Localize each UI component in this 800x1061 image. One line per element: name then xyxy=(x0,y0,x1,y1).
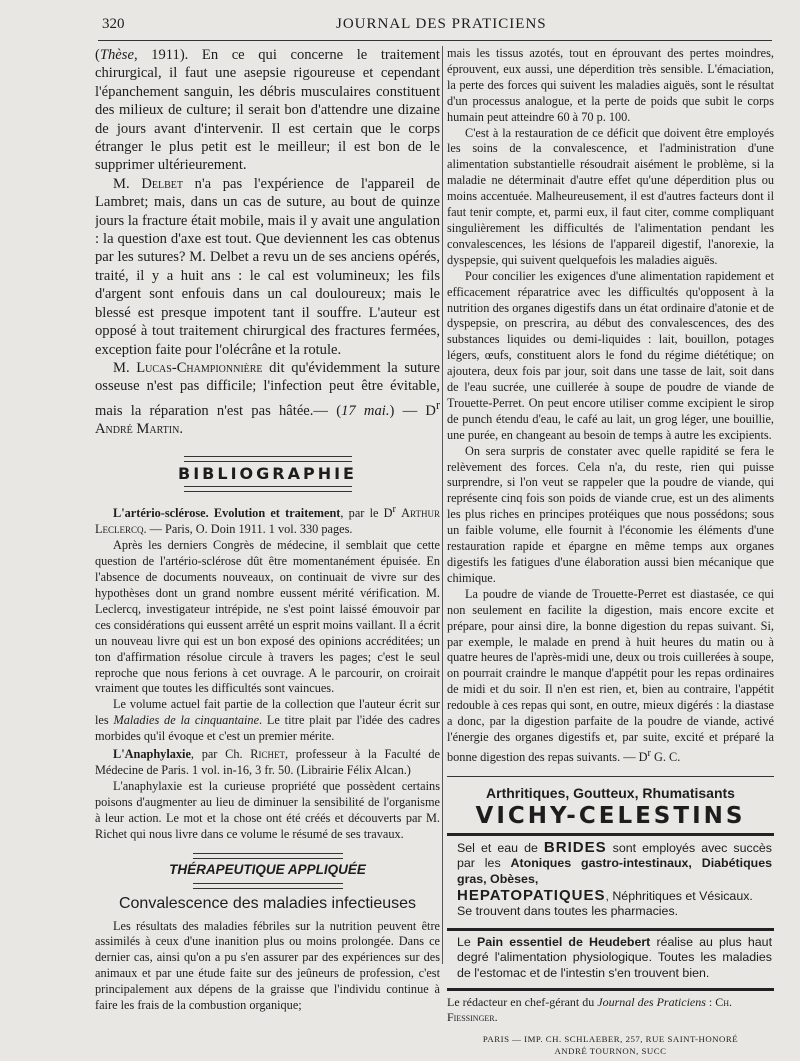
review-paragraph: Le volume actuel fait partie de la collection que l'auteur écrit sur les Maladies de la cinquantaine. Le titre plait par l'idée des cadres morbides qu'il évoque et c'est un premier mérite. xyxy=(95,697,440,744)
page-header xyxy=(0,0,800,40)
paragraph-suture: (Thèse, 1911). En ce qui concerne le traitement chirurgical, il faut une asepsie rigoureuse et cependant l'épanchement sanguin, les débris musculaires constituent des milieux de culture; il serait bon d'attendre une dizaine de jours avant d'intervenir. Il est certain que le corps étranger le plus petit est le meilleur; il est bon de le supprimer ultérieurement. xyxy=(95,47,440,174)
column-divider xyxy=(442,46,443,964)
ad-separator xyxy=(447,776,774,777)
journal-title: JOURNAL DES PRATICIENS xyxy=(336,16,547,32)
page-number: 320 xyxy=(102,16,125,32)
right-column xyxy=(447,46,774,1057)
signature: G. C. xyxy=(650,749,681,764)
ad-separator xyxy=(447,833,774,836)
author-name: Lucas-Championnière xyxy=(136,359,263,376)
book-title: L'Anaphylaxie xyxy=(113,747,191,762)
review-paragraph: Après les derniers Congrès de médecine, il semblait que cette question de l'artério-sclérose dût être momentanément épuisée. En l'absence de documents nouveaux, on continuait de vivre sur des hypothèses dont un grand nombre eussent mérité vérification. M. Leclercq, investigateur intrépide, ne s'est point laissé émouvoir par ces considérations qui eussent arrêté un esprit moins vaillant. Il a écrit un nouveau livre qui est un bon exposé des opinions accréditées; un ton d'affirmation résolue circule à travers les pages; c'est le seul reproche que nous ferions à cet ouvrage. A le parcourir, on croirait vraiment que toutes les difficultés sont vaincues. xyxy=(95,538,440,696)
article-paragraph: Pour concilier les exigences d'une alimentation rapidement et efficacement réparatrice avec les difficultés qu'opposent à la nutrition des organes digestifs dans un état ordinaire d'atonie et de dyspepsie, on prescrira, au début des convalescences, des des substances liquides ou demi-liquides : lait, bouillon, potages légers, œufs, constituent alors le fond du régime diététique; on ajoutera, deux fois par jour, soit dans une tasse de lait, soit dans de l'eau sucrée, une cuillerée à soupe de poudre de viande de Trouette-Perret. On peut encore utiliser comme excipient le sirop de punch étendu d'eau, le café au lait, un grog léger, une bouillie, une purée, en changeant au besoin de temps à autre les excipients. xyxy=(447,268,774,442)
signature: André Martin. xyxy=(95,420,183,437)
advert-brides: Sel et eau de BRIDES sont employés avec succès par les Atoniques gastro-intestinaux, Diabétiques gras, Obèses, HEPATOPATIQUES, Néphritiques et Vésicaux. Se trouvent dans toutes les pharmacies. xyxy=(457,838,772,919)
collection-title: Maladies de la cinquantaine xyxy=(113,713,260,728)
session-date: 17 mai. xyxy=(341,402,390,419)
paragraph-delbet: M. Delbet n'a pas l'expérience de l'appareil de Lambret; mais, dans un cas de suture, au bout de quinze jours la fracture était mobile, mais il y avait une angulation : la question d'axe est tout. Que deviennent les cas obtenus par les sutures? M. Delbet a revu un de ses anciens opérés, traité, il y a huit ans : le cal est volumineux; les fils d'argent sont enfouis dans un cal douloureux; mais le blessé est presque impotent tant il souffre. L'auteur est opposé à tout traitement chirurgical des fractures fermées, exception faite pour l'olécrâne et la rotule. xyxy=(95,175,440,358)
printer-imprint: PARIS — IMP. CH. SCHLAEBER, 257, RUE SAINT-HONORÉ ANDRÉ TOURNON, SUCC xyxy=(482,1033,739,1056)
brand-hepatopatiques: HEPATOPATIQUES xyxy=(457,886,606,904)
brand-brides: BRIDES xyxy=(543,838,607,856)
left-column xyxy=(95,46,440,1014)
article-paragraph: Les résultats des maladies fébriles sur la nutrition peuvent être assimilés à ceux d'une inanition plus ou moins prolongée. Dans ce dernier cas, ainsi qu'on a pu s'en assurer par des expériences sur des animaux et par une étude faite sur des jeûneurs de profession, c'est principalement aux dépens de la graisse que l'individu continue à faire les frais de la combustion organique; xyxy=(95,918,440,1013)
advert-heudebert: Le Pain essentiel de Heudebert réalise au plus haut degré l'alimentation physiologique. Toutes les maladies de l'estomac et de l'intestin s'en trouvent bien. xyxy=(457,934,773,981)
section-title-therapeutique: THÉRAPEUTIQUE APPLIQUÉE xyxy=(169,861,366,877)
ad-separator xyxy=(447,928,774,931)
double-rule xyxy=(184,486,352,492)
brand-heudebert: Pain essentiel de Heudebert xyxy=(476,934,651,949)
therapeutique-heading-block xyxy=(95,853,440,889)
book-author: Richet xyxy=(250,747,285,762)
review-paragraph: L'anaphylaxie est la curieuse propriété que possèdent certains poisons d'augmenter au lieu de diminuer la sensibilité de l'organisme à leur action. Le mot et la chose ont été créés et découverts par M. Richet qui nous livre dans ce volume le résumé de ses travaux. xyxy=(95,778,440,841)
advert-vichy-brand: VICHY-CELESTINS xyxy=(475,802,746,829)
article-paragraph: On sera surpris de constater avec quelle rapidité se fera le relèvement des forces. Cela n'a, du reste, rien qui puisse surprendre, si l'on veut se rappeler que la poudre de viande, qui représente cinq fois son poids de viande crue, est un des aliments les plus riches en principes protéiques que nous possédons; sous un faible volume, elle fournit à l'économie les éléments d'une restauration rapide et épargne en même temps aux organes digestifs les fatigues d'une élaboration aussi bien mécanique que chimique. xyxy=(447,443,774,585)
editor-line: Le rédacteur en chef-gérant du Journal des Praticiens : Ch. Fiessinger. xyxy=(447,994,733,1024)
book-author: Arthur Leclercq. xyxy=(95,506,440,537)
advert-vichy-line: Arthritiques, Goutteux, Rhumatisants xyxy=(486,784,735,801)
header-rule xyxy=(98,40,772,41)
ad-separator xyxy=(447,988,774,991)
article-paragraph: mais les tissus azotés, tout en éprouvant des pertes moindres, éprouvent, eux aussi, une déperdition très sensible. L'émaciation, la perte des forces qui suivent les maladies aiguës, sont le résultat d'un processus analogue, et la perte de poids que subit le corps humain peut atteindre 60 à 70 p. 100. xyxy=(447,46,774,124)
advert-vichy xyxy=(447,785,774,829)
article-paragraph: C'est à la restauration de ce déficit que doivent être employés les soins de la convalescence, et l'administration d'une alimentation substantielle résoudrait aisément le problème, si la maladie ne déterminait d'autre effet qu'une déperdition plus ou moins accentuée. Malheureusement, il est d'autres facteurs dont il faut tenir compte, et, parmi eux, il faut citer, comme compliquant singulièrement les difficultés de l'alimentation pendant les convalescences, les lésions de l'appareil digestif, l'anorexie, la dyspepsie, qui suivent quelquefois les maladies aiguës. xyxy=(447,125,774,267)
book-title: L'artério-sclérose. Evolution et traitement xyxy=(113,506,341,521)
book-entry-anaphylaxie: L'Anaphylaxie, par Ch. Richet, professeur à la Faculté de Médecine de Paris. 1 vol. in-16, 3 fr. 50. (Librairie Félix Alcan.) xyxy=(95,747,440,777)
bibliographie-heading-block xyxy=(95,456,440,492)
article-title-convalescence: Convalescence des maladies infectieuses xyxy=(118,894,417,912)
section-title-bibliographie: BIBLIOGRAPHIE xyxy=(178,464,357,484)
book-entry-arteriosclerose: L'artério-sclérose. Evolution et traitement, par le $D^r$ Arthur Leclercq. — Paris, O. Doin 1911. 1 vol. 330 pages. xyxy=(95,504,440,537)
author-name: Delbet xyxy=(141,175,183,192)
paragraph-championniere: M. Lucas-Championnière dit qu'évidemment la suture osseuse n'est pas difficile; l'infection peut être évitable, mais la réparation n'est pas hâtée.— (17 mai.) — $D^r$ André Martin. xyxy=(95,359,440,437)
double-rule xyxy=(193,883,343,889)
article-paragraph: La poudre de viande de Trouette-Perret est diastasée, ce qui non seulement en facilite la digestion, mais encore excite et prépare, pour ainsi dire, la bonne digestion du repas suivant. Si, par exemple, le malade en prend à huit heures du matin ou à quatre heures de l'après-midi une, deux ou trois cuillerées à soupe, on pourrait craindre le manque d'appétit pour les repas ordinaires de midi et du soir. Il n'en est rien, et, bien au contraire, l'appétit redouble à ces repas qui sont, en outre, mieux digérés : la diastase a donc, par la digestion parfaite de la poudre de viande, activé l'énergie des organes digestifs et, par suite, excité et préparé la bonne digestion des repas suivants. — $D^r$ G. C. xyxy=(447,586,774,764)
these-ref: Thèse xyxy=(99,47,134,63)
